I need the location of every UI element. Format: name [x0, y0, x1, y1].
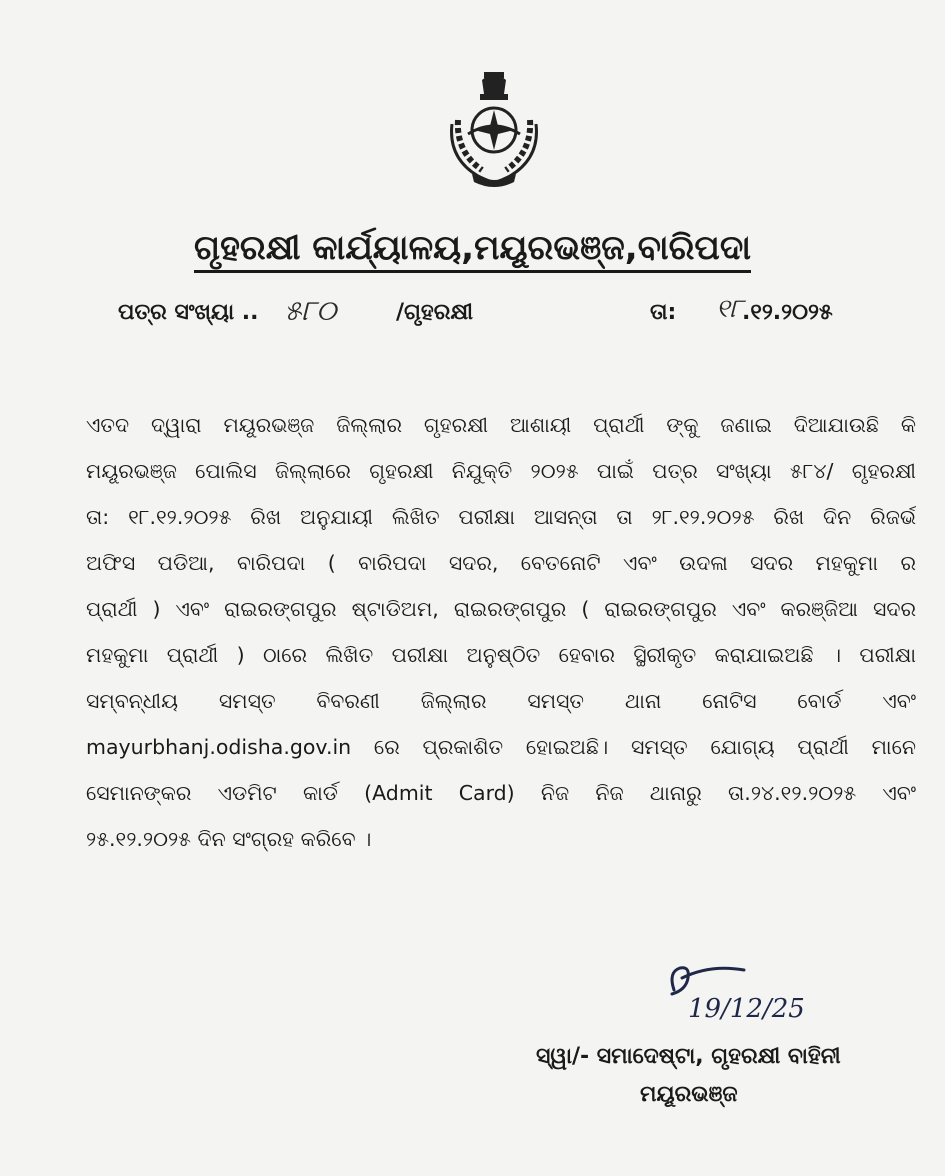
- body-line: ସେମାନଙ୍କର ଏଡମିଟ କାର୍ଡ (Admit Card) ନିଜ ନିଜ ଥାନାରୁ ତା.୨୪.୧୨.୨୦୨୫ ଏବଂ: [86, 781, 916, 805]
- body-line: ପ୍ରାର୍ଥୀ ) ଏବଂ ରାଇରଙ୍ଗପୁର ଷ୍ଟାଡିଅମ, ରାଇରଙ୍ଗପୁର ( ରାଇରଙ୍ଗପୁର ଏବଂ କରଞ୍ଜିଆ ସଦର: [86, 597, 916, 621]
- date-day: ୧୮: [716, 294, 744, 324]
- office-title: ଗୃହରକ୍ଷୀ କାର୍ଯ୍ୟାଳୟ,ମୟୂରଭଞ୍ଜ,ବାରିପଦା: [0, 228, 945, 268]
- letter-number-value: ୫୮୦: [284, 294, 337, 327]
- body-line: ସମ୍ବନ୍ଧୀୟ ସମସ୍ତ ବିବରଣୀ ଜିଲ୍ଲାର ସମସ୍ତ ଥାନା ନୋଟିସ ବୋର୍ଡ ଏବଂ: [86, 689, 916, 713]
- body-line: mayurbhanj.odisha.gov.in ରେ ପ୍ରକାଶିତ ହୋଇଅଛି। ସମସ୍ତ ଯୋଗ୍ୟ ପ୍ରାର୍ଥୀ ମାନେ: [86, 735, 916, 759]
- body-line: ୨୫.୧୨.୨୦୨୫ ଦିନ ସଂଗ୍ରହ କରିବେ ।: [86, 827, 372, 851]
- body-line: ମହକୁମା ପ୍ରାର୍ଥୀ ) ଠାରେ ଲିଖିତ ପରୀକ୍ଷା ଅନୁଷ୍ଠିତ ହେବାର ସ୍ଥିରୀକୃତ କରାଯାଇଅଛି । ପରୀକ୍ଷା: [86, 643, 916, 667]
- police-emblem-icon: [438, 68, 550, 192]
- body-line: ଅଫିସ ପଡିଆ, ବାରିପଦା ( ବାରିପଦା ସଦର, ବେତନୋଟି ଏବଂ ଉଦଳା ସଦର ମହକୁମା ର: [86, 551, 916, 575]
- body-line: ମୟୂରଭଞ୍ଜ ପୋଲିସ ଜିଲ୍ଲାରେ ଗୃହରକ୍ଷୀ ନିଯୁକ୍ତି ୨୦୨୫ ପାଇଁ ପତ୍ର ସଂଖ୍ୟା ୫୮୪/ ଗୃହରକ୍ଷୀ: [86, 459, 916, 483]
- letter-number-label: ପତ୍ର ସଂଖ୍ୟା ..: [118, 300, 259, 325]
- letter-number-suffix: /ଗୃହରକ୍ଷୀ: [396, 300, 474, 325]
- signature-date: 19/12/25: [688, 994, 805, 1024]
- notice-body: [86, 402, 916, 862]
- date-rest: .୧୨.୨୦୨୫: [742, 300, 833, 325]
- body-line: ତା: ୧୮.୧୨.୨୦୨୫ ରିଖ ଅନୁଯାୟୀ ଲିଖିତ ପରୀକ୍ଷା ଆସନ୍ତା ତା ୨୮.୧୨.୨୦୨୫ ରିଖ ଦିନ ରିଜର୍ଭ: [86, 505, 916, 529]
- date-label: ତା:: [650, 300, 677, 325]
- signatory-place: ମୟୂରଭଞ୍ଜ: [640, 1082, 738, 1107]
- signatory-designation: ସ୍ୱା/- ସମାଦେଷ୍ଟା, ଗୃହରକ୍ଷୀ ବାହିନୀ: [536, 1044, 841, 1069]
- body-line: ଏତଦ ଦ୍ୱାରା ମୟୂରଭଞ୍ଜ ଜିଲ୍ଲାର ଗୃହରକ୍ଷୀ ଆଶାୟୀ ପ୍ରାର୍ଥୀ ଙ୍କୁ ଜଣାଇ ଦିଆଯାଉଛି କି: [86, 413, 916, 437]
